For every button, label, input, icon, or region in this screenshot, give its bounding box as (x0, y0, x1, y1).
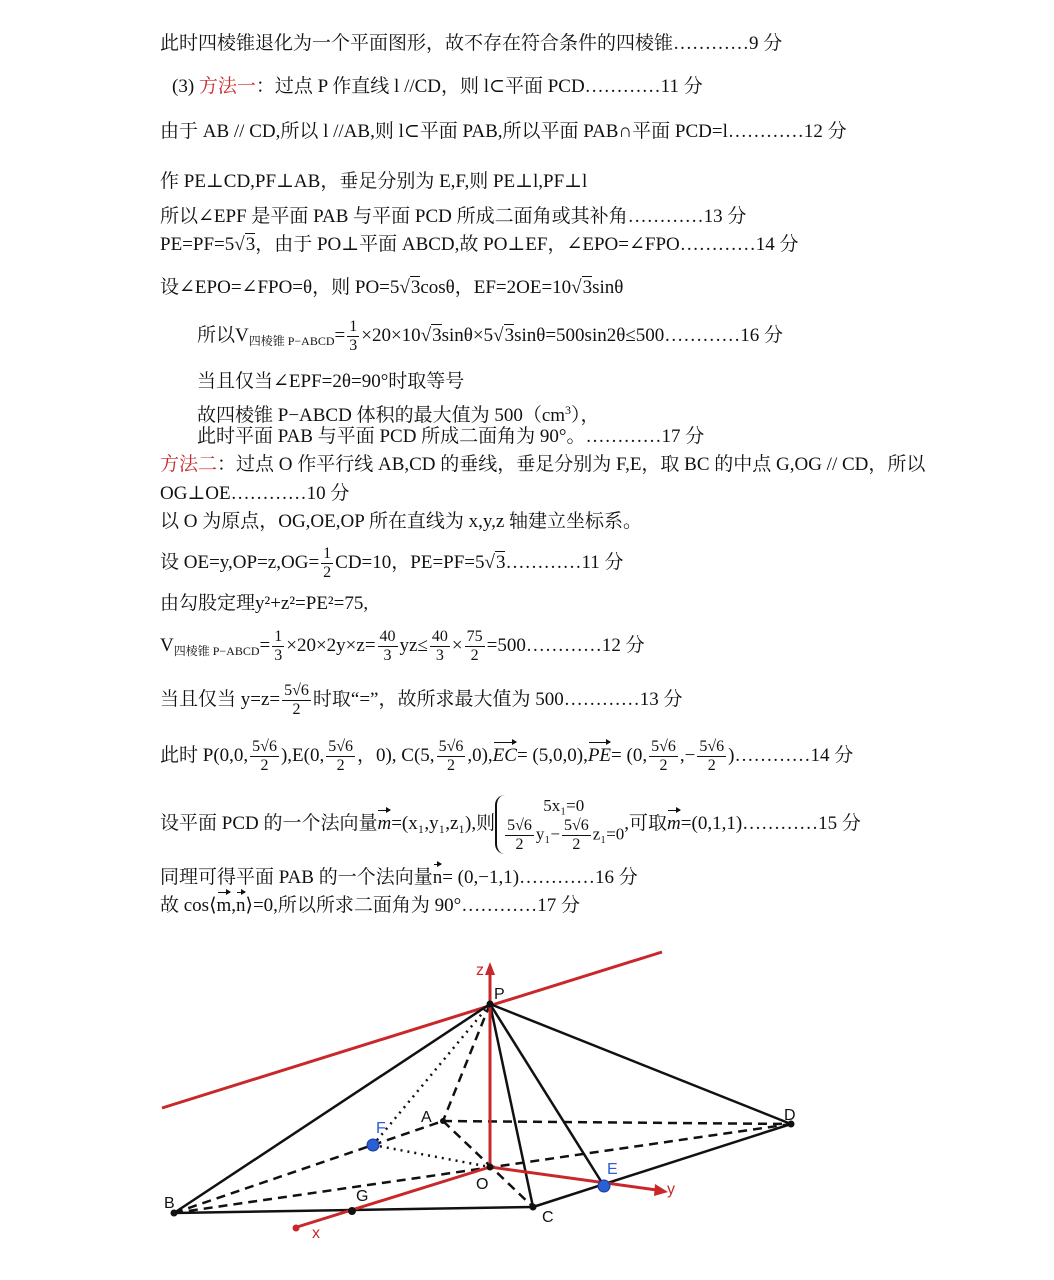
line-FO (373, 1145, 490, 1167)
line-22: 故 cos⟨m,n⟩=0,所以所求二面角为 90°…………17 分 (160, 895, 581, 916)
line-l (162, 952, 662, 1108)
line-7: 设∠EPO=∠FPO=θ，则 PO=5√3cosθ，EF=2OE=10√3sinθ (160, 277, 624, 298)
point-F (367, 1139, 379, 1151)
line-18: 当且仅当 y=z= $\frac{5√6}{2}$ 时取“=”，故所求最大值为 500…………13 分 (160, 682, 683, 718)
label-z: z (476, 962, 484, 979)
line-15: 设 OE=y,OP=z,OG= $\frac{1}{2}$ CD=10，PE=PF=5√3…………11 分 (160, 545, 624, 581)
point-G (348, 1207, 356, 1215)
method-two-label: 方法二 (160, 454, 218, 475)
line-16: 由勾股定理y²+z²=PE²=75, (160, 593, 369, 614)
label-C: C (542, 1209, 554, 1226)
line-11: 此时平面 PAB 与平面 PCD 所成二面角为 90°。…………17 分 (197, 426, 705, 447)
line-13: OG⊥OE…………10 分 (160, 483, 350, 504)
line-10: 故四棱锥 P−ABCD 体积的最大值为 $500(cm^3)$， (197, 403, 600, 426)
y-axis (490, 1167, 664, 1191)
point-C (530, 1204, 537, 1211)
label-O: O (476, 1176, 489, 1193)
line-12: 方法二：过点 O 作平行线 AB,CD 的垂线，垂足分别为 F,E，取 BC 的中点 G,OG // CD，所以 (160, 454, 926, 475)
edge-PD (490, 1004, 791, 1124)
point-E (598, 1180, 610, 1192)
line-20: 设平面 PCD 的一个法向量m=(x₁,y₁,z₁),则 5x₁=0 $\frac{5√6}{2}$ y₁− $\frac{5√6}{2}$ z₁=0 ,可取m=(0,1,1)…………15 分 (160, 796, 861, 853)
line-14: 以 O 为原点，OG,OE,OP 所在直线为 x,y,z 轴建立坐标系。 (160, 511, 643, 532)
label-E: E (607, 1161, 618, 1178)
label-B: B (164, 1195, 175, 1212)
point-O (487, 1164, 494, 1171)
x-axis-end (293, 1225, 300, 1232)
line-21: 同理可得平面 PAB 的一个法向量n= (0,−1,1)…………16 分 (160, 867, 638, 888)
edge-PA (443, 1004, 490, 1121)
label-P: P (494, 986, 505, 1003)
label-F: F (376, 1120, 386, 1137)
line-19: 此时 P(0,0, $\frac{5√6}{2}$ ),E(0, $\frac{5√6}{2}$ ，0), C(5, $\frac{5√6}{2}$ ,0),EC= (5,0,0),PE= (0, $\frac{5√6}{2}$ ,− $\frac{5√6}{2}$ )…………14 分 (160, 738, 854, 774)
edge-PC (490, 1004, 533, 1207)
label-G: G (356, 1188, 369, 1205)
line-3: 由于 AB // CD,所以 l //AB,则 l⊂平面 PAB,所以平面 PAB∩平面 PCD=l…………12 分 (160, 121, 847, 142)
line-17: $V_{四棱锥 P-ABCD}=$ $\frac{1}{3}$ ×20×2y×z= $\frac{40}{3}$ yz≤ $\frac{40}{3}$ × $\frac{75}{2}$ =500…………12 分 (160, 628, 645, 664)
label-y: y (667, 1181, 675, 1198)
method-one-label: 方法一 (198, 76, 256, 97)
y-axis-arrow (654, 1184, 668, 1196)
edge-BA (174, 1121, 443, 1213)
line-5: 所以∠EPF 是平面 PAB 与平面 PCD 所成二面角或其补角…………13 分 (160, 206, 747, 227)
line-4: 作 PE⊥CD,PF⊥AB，垂足分别为 E,F,则 PE⊥l,PF⊥l (160, 171, 588, 192)
line-6: PE=PF=5√3，由于 PO⊥平面 ABCD,故 PO⊥EF，∠EPO=∠FPO…………14 分 (160, 234, 799, 255)
point-A (440, 1118, 446, 1124)
line-9: 当且仅当∠EPF=2θ=90°时取等号 (197, 371, 465, 392)
line-8: 所以$V_{四棱锥 P-ABCD}=$ $\frac{1}{3}$ ×20×10√3sinθ×5√3sinθ=500sin2θ≤500…………16 分 (197, 318, 784, 354)
edge-AD (443, 1121, 791, 1124)
z-axis-arrow (485, 962, 495, 975)
line-1: 此时四棱锥退化为一个平面图形，故不存在符合条件的四棱锥…………9 分 (160, 33, 783, 54)
label-x: x (312, 1225, 320, 1242)
point-P (487, 1001, 494, 1008)
line-2: (3) 方法一：过点 P 作直线 l //CD，则 l⊂平面 PCD…………11 分 (172, 76, 703, 97)
label-D: D (784, 1107, 796, 1124)
equation-system: 5x₁=0 $\frac{5√6}{2}$ y₁− $\frac{5√6}{2}$ z₁=0 (495, 795, 624, 854)
label-A: A (421, 1109, 432, 1126)
x-axis (297, 1167, 490, 1227)
